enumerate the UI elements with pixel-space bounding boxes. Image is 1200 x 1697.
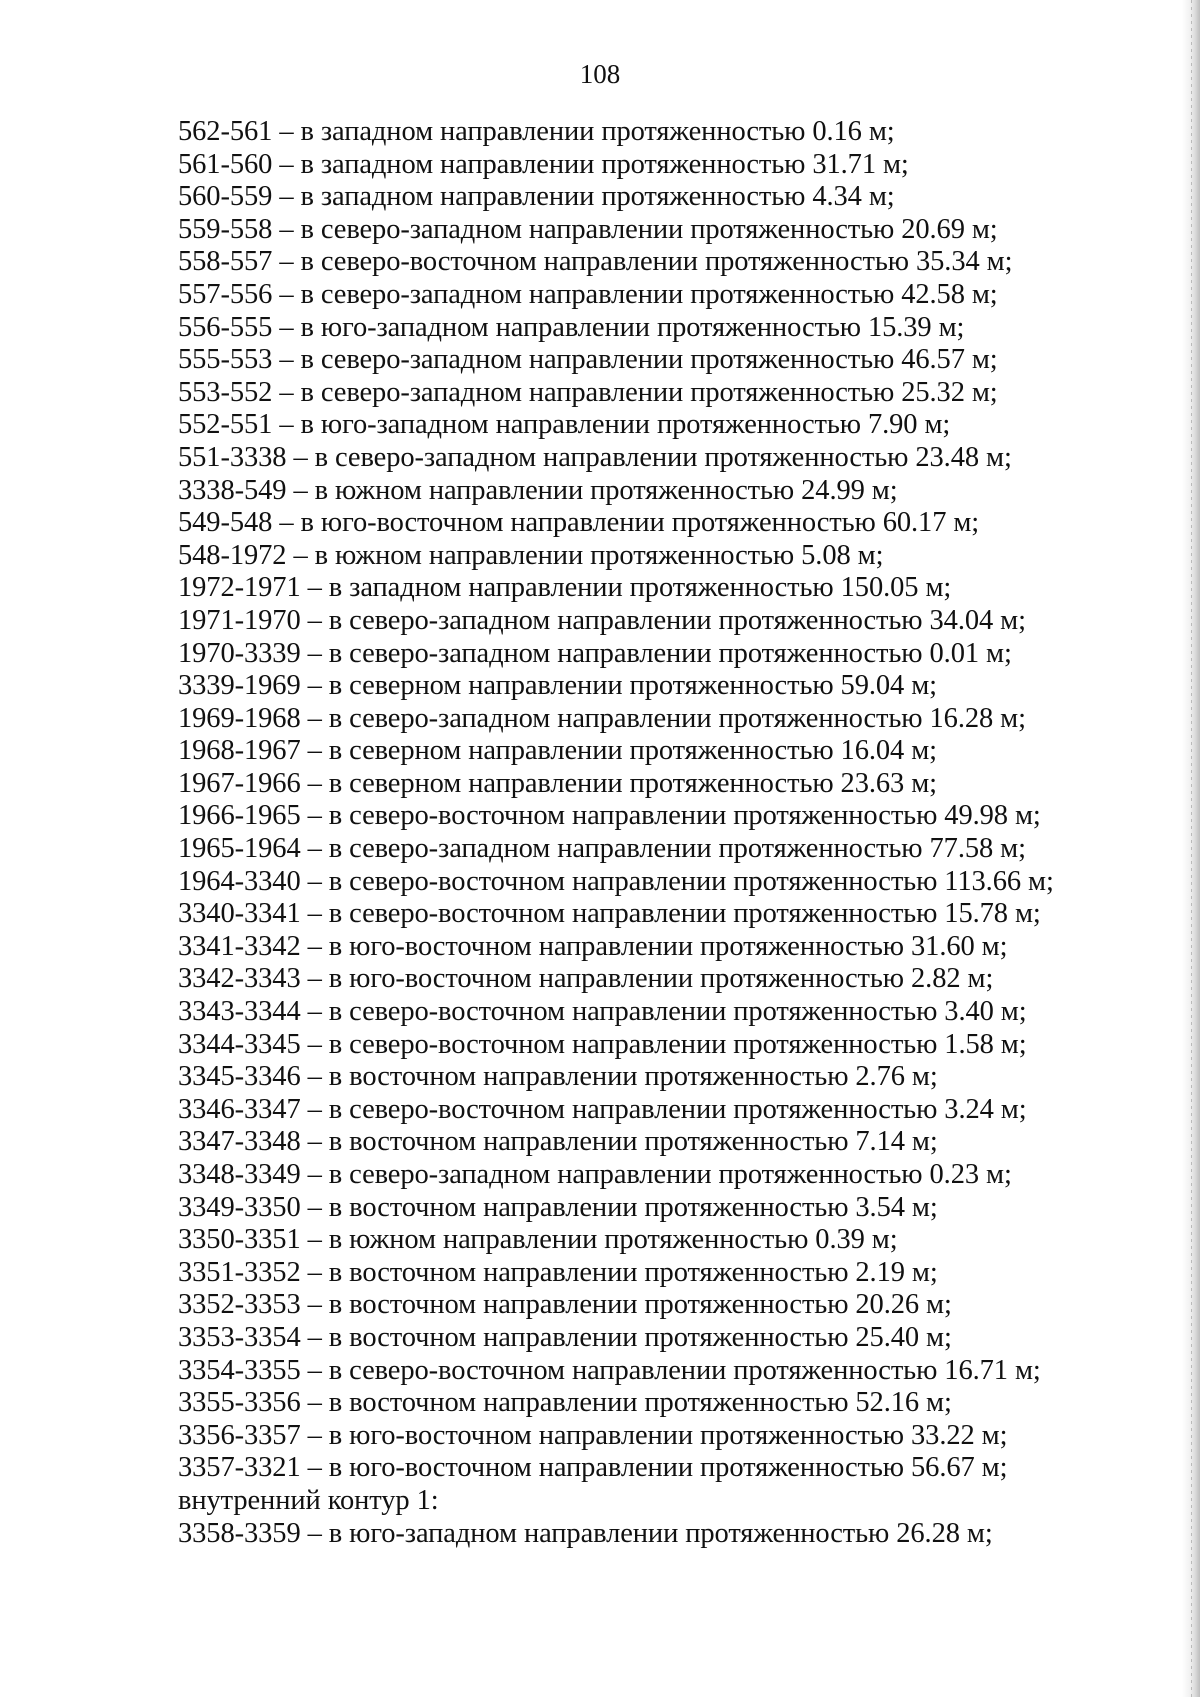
boundary-line: 3355-3356 – в восточном направлении протяженностью 52.16 м; (178, 1387, 952, 1419)
boundary-line: 3351-3352 – в восточном направлении протяженностью 2.19 м; (178, 1256, 938, 1288)
boundary-line: 562-561 – в западном направлении протяженностью 0.16 м; (178, 116, 895, 147)
boundary-line: 3346-3347 – в северо-восточном направлении протяженностью 3.24 м; (178, 1093, 1027, 1125)
boundary-line: 549-548 – в юго-восточном направлении протяженностью 60.17 м; (178, 507, 980, 539)
boundary-line: 1964-3340 – в северо-восточном направлении протяженностью 113.66 м; (178, 865, 1054, 897)
boundary-line: 3340-3341 – в северо-восточном направлении протяженностью 15.78 м; (178, 898, 1041, 930)
boundary-line: 1970-3339 – в северо-западном направлении протяженностью 0.01 м; (178, 637, 1012, 669)
boundary-line: 3349-3350 – в восточном направлении протяженностью 3.54 м; (178, 1191, 938, 1223)
boundary-line: 553-552 – в северо-западном направлении протяженностью 25.32 м; (178, 376, 998, 408)
boundary-line: 1966-1965 – в северо-восточном направлении протяженностью 49.98 м; (178, 800, 1041, 832)
page-number: 108 (579, 59, 621, 89)
boundary-line: 1968-1967 – в северном направлении протяженностью 16.04 м; (178, 735, 937, 767)
boundary-line: 3341-3342 – в юго-восточном направлении протяженностью 31.60 м; (178, 930, 1008, 962)
boundary-line: 3350-3351 – в южном направлении протяженностью 0.39 м; (178, 1224, 898, 1256)
boundary-line: 559-558 – в северо-западном направлении протяженностью 20.69 м; (178, 213, 998, 245)
boundary-line: 551-3338 – в северо-западном направлении протяженностью 23.48 м; (178, 441, 1012, 473)
boundary-line: 3347-3348 – в восточном направлении протяженностью 7.14 м; (178, 1126, 938, 1158)
boundary-line: 3354-3355 – в северо-восточном направлении протяженностью 16.71 м; (178, 1354, 1041, 1386)
boundary-line: 3358-3359 – в юго-западном направлении протяженностью 26.28 м; (178, 1517, 993, 1549)
boundary-line: 548-1972 – в южном направлении протяженностью 5.08 м; (178, 539, 884, 571)
boundary-line: 3339-1969 – в северном направлении протяженностью 59.04 м; (178, 670, 937, 702)
boundary-line: 3345-3346 – в восточном направлении протяженностью 2.76 м; (178, 1061, 938, 1093)
boundary-line: 1967-1966 – в северном направлении протяженностью 23.63 м; (178, 767, 937, 799)
boundary-line: 3342-3343 – в юго-восточном направлении протяженностью 2.82 м; (178, 963, 994, 995)
boundary-line: 3353-3354 – в восточном направлении протяженностью 25.40 м; (178, 1321, 952, 1353)
boundary-line: 3344-3345 – в северо-восточном направлении протяженностью 1.58 м; (178, 1028, 1027, 1060)
boundary-line: 1965-1964 – в северо-западном направлении протяженностью 77.58 м; (178, 833, 1026, 865)
boundary-line: 555-553 – в северо-западном направлении протяженностью 46.57 м; (178, 344, 998, 376)
boundary-line: 3338-549 – в южном направлении протяженностью 24.99 м; (178, 474, 898, 506)
boundary-line: 1972-1971 – в западном направлении протяженностью 150.05 м; (178, 572, 952, 604)
scan-edge (1182, 0, 1200, 1697)
section-heading: внутренний контур 1: (178, 1484, 439, 1516)
boundary-line: 552-551 – в юго-западном направлении протяженностью 7.90 м; (178, 409, 951, 441)
boundary-line: 3348-3349 – в северо-западном направлении протяженностью 0.23 м; (178, 1159, 1012, 1190)
boundary-line: 3343-3344 – в северо-восточном направлении протяженностью 3.40 м; (178, 996, 1027, 1028)
boundary-line: 556-555 – в юго-западном направлении протяженностью 15.39 м; (178, 311, 965, 343)
boundary-line: 557-556 – в северо-западном направлении протяженностью 42.58 м; (178, 278, 998, 310)
boundary-line: 3356-3357 – в юго-восточном направлении протяженностью 33.22 м; (178, 1419, 1008, 1451)
boundary-line: 3357-3321 – в юго-восточном направлении протяженностью 56.67 м; (178, 1452, 1008, 1484)
boundary-line: 3352-3353 – в восточном направлении протяженностью 20.26 м; (178, 1289, 952, 1321)
boundary-description-list (178, 116, 1078, 1550)
boundary-line: 561-560 – в западном направлении протяженностью 31.71 м; (178, 148, 909, 180)
boundary-line: 1969-1968 – в северо-западном направлении протяженностью 16.28 м; (178, 702, 1026, 734)
boundary-line: 560-559 – в западном направлении протяженностью 4.34 м; (178, 181, 895, 213)
boundary-line: 558-557 – в северо-восточном направлении протяженностью 35.34 м; (178, 246, 1013, 278)
boundary-line: 1971-1970 – в северо-западном направлении протяженностью 34.04 м; (178, 604, 1026, 636)
